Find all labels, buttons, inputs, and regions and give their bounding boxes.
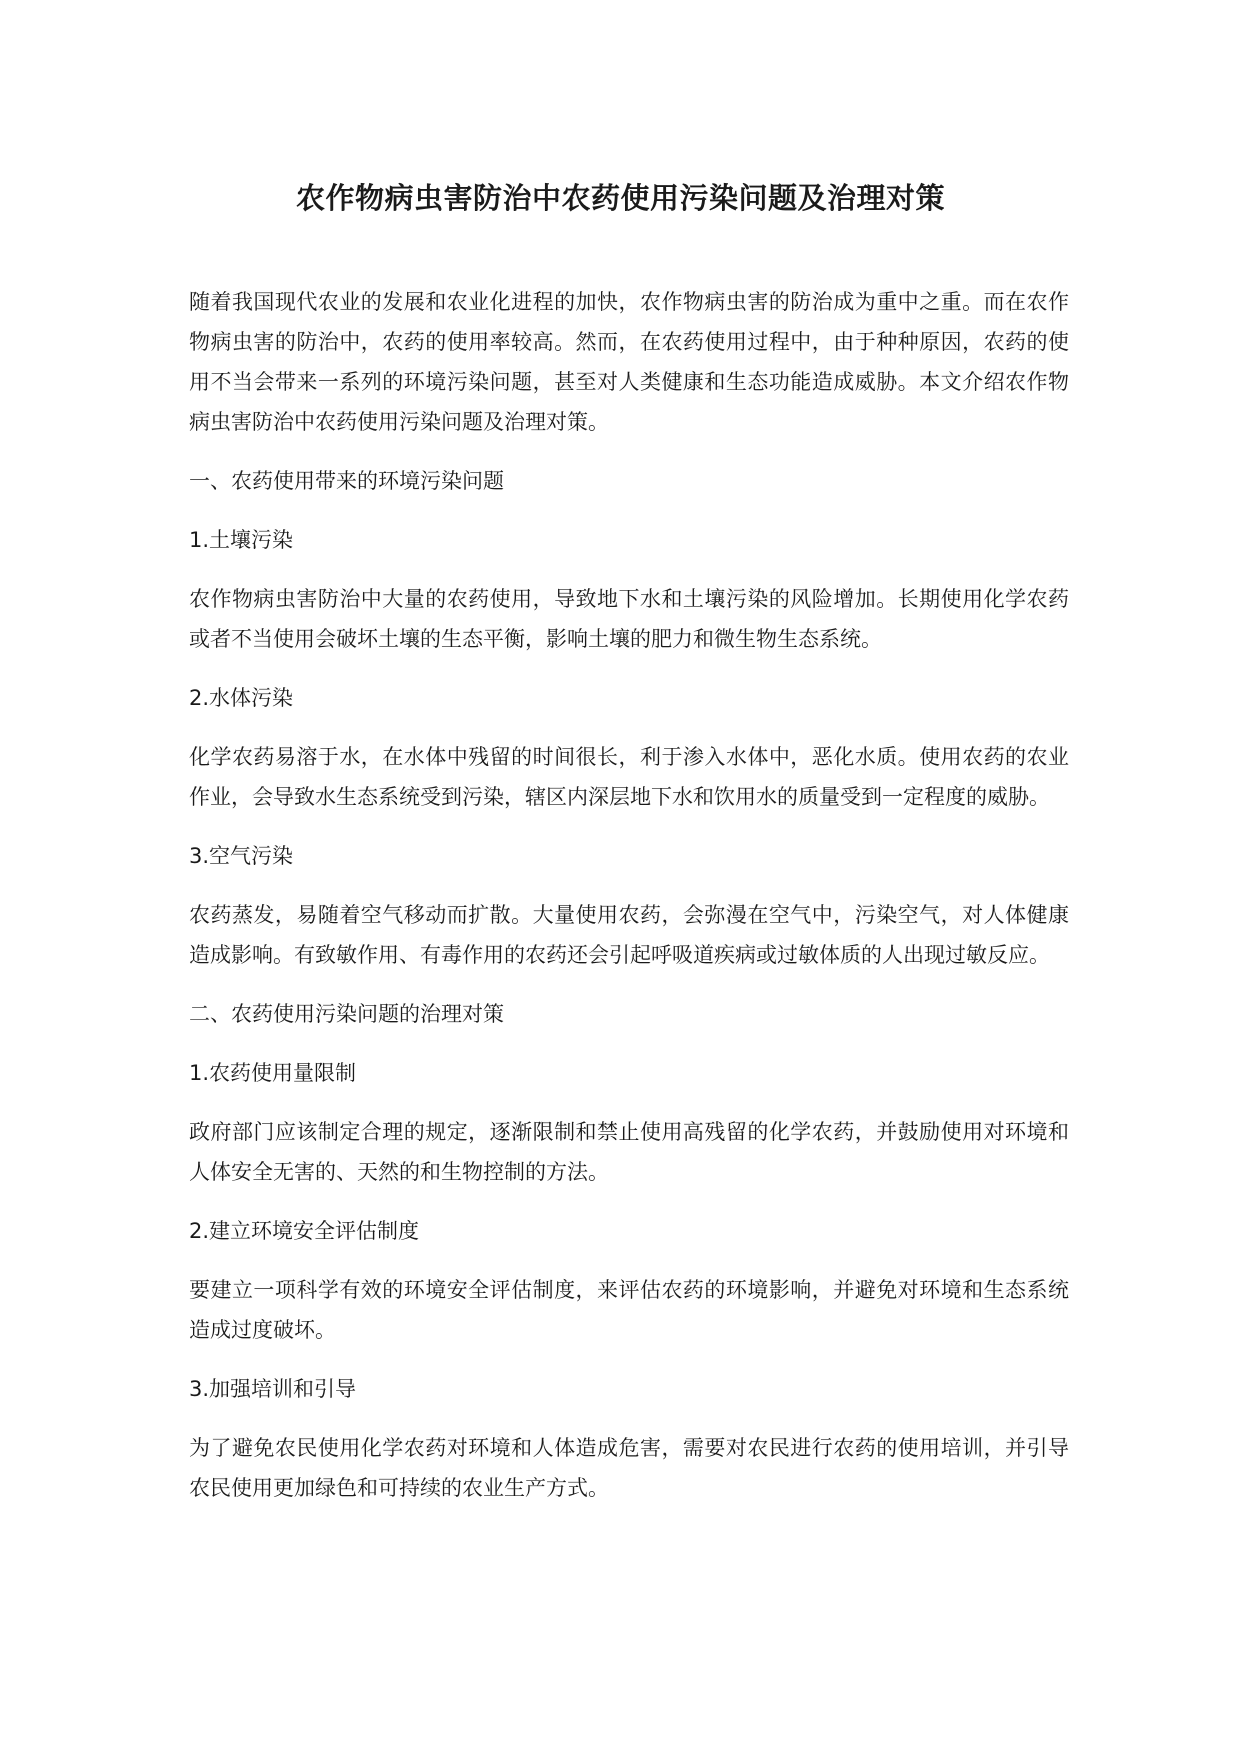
page-title: 农作物病虫害防治中农药使用污染问题及治理对策 <box>295 181 945 215</box>
subsection-heading: 3.加强培训和引导 <box>189 1377 357 1401</box>
subsection-heading: 1.土壤污染 <box>189 528 294 552</box>
intro-paragraph: 随着我国现代农业的发展和农业化进程的加快，农作物病虫害的防治成为重中之重。而在农作物病虫害的防治中，农药的使用率较高。然而，在农药使用过程中，由于种种原因，农药的使用不当会带来一系列的环境污染问题，甚至对人类健康和生态功能造成威胁。本文介绍农作物病虫害防治中农药使用污染问题及治理对策。 <box>189 290 1069 434</box>
subsection-paragraph: 政府部门应该制定合理的规定，逐渐限制和禁止使用高残留的化学农药，并鼓励使用对环境和人体安全无害的、天然的和生物控制的方法。 <box>189 1120 1069 1184</box>
subsection-heading: 2.水体污染 <box>189 686 294 710</box>
subsection-heading: 1.农药使用量限制 <box>189 1061 357 1085</box>
subsection-heading: 3.空气污染 <box>189 844 294 868</box>
subsection-paragraph: 要建立一项科学有效的环境安全评估制度，来评估农药的环境影响，并避免对环境和生态系统造成过度破坏。 <box>189 1278 1069 1342</box>
subsection-paragraph: 农作物病虫害防治中大量的农药使用，导致地下水和土壤污染的风险增加。长期使用化学农药或者不当使用会破坏土壤的生态平衡，影响土壤的肥力和微生物生态系统。 <box>189 587 1069 651</box>
document-body <box>189 282 1069 1508</box>
section-heading: 二、农药使用污染问题的治理对策 <box>189 1002 504 1026</box>
section-heading: 一、农药使用带来的环境污染问题 <box>189 469 504 493</box>
subsection-paragraph: 为了避免农民使用化学农药对环境和人体造成危害，需要对农民进行农药的使用培训，并引导农民使用更加绿色和可持续的农业生产方式。 <box>189 1436 1069 1500</box>
subsection-heading: 2.建立环境安全评估制度 <box>189 1219 420 1243</box>
subsection-paragraph: 化学农药易溶于水，在水体中残留的时间很长，利于渗入水体中，恶化水质。使用农药的农业作业，会导致水生态系统受到污染，辖区内深层地下水和饮用水的质量受到一定程度的威胁。 <box>189 745 1069 809</box>
subsection-paragraph: 农药蒸发，易随着空气移动而扩散。大量使用农药，会弥漫在空气中，污染空气，对人体健康造成影响。有致敏作用、有毒作用的农药还会引起呼吸道疾病或过敏体质的人出现过敏反应。 <box>189 903 1069 967</box>
